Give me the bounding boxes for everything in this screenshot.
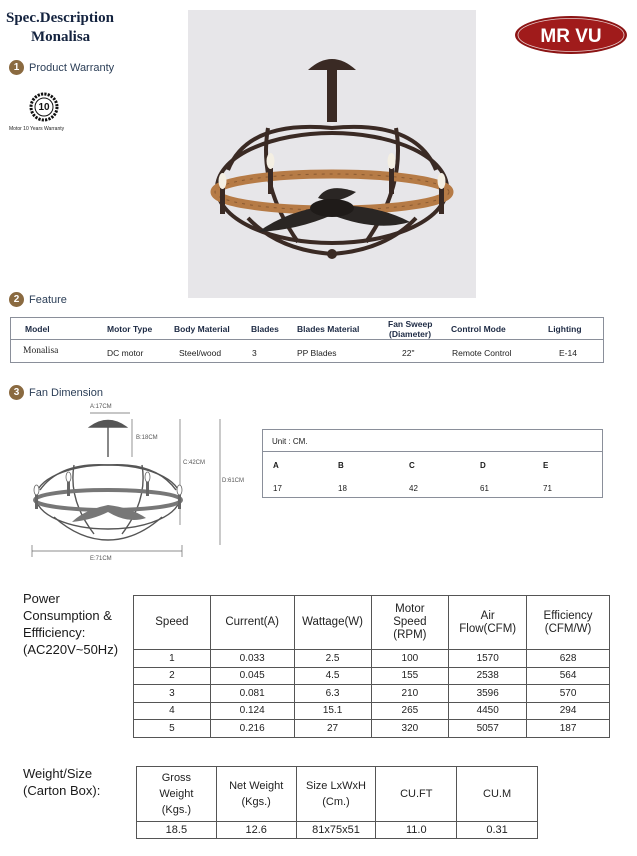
unit-header: C: [409, 461, 415, 470]
weight-header: Gross Weight (Kgs.): [137, 767, 217, 822]
unit-header: A: [273, 461, 279, 470]
table-cell: 4.5: [294, 667, 371, 685]
weight-header: Size LxWxH (Cm.): [296, 767, 376, 822]
table-cell: 2538: [449, 667, 527, 685]
feature-value: DC motor: [107, 348, 144, 358]
table-cell: 0.033: [210, 650, 294, 668]
table-cell: 12.6: [216, 822, 296, 839]
feature-value: PP Blades: [297, 348, 337, 358]
model-title: Monalisa: [31, 29, 91, 45]
table-cell: 187: [527, 720, 610, 738]
logo-text: MR VU: [540, 26, 602, 47]
power-header: Motor Speed (RPM): [371, 596, 449, 650]
table-cell: 15.1: [294, 702, 371, 720]
table-row: [134, 685, 610, 703]
warranty-caption: Motor 10 Years Warranty: [9, 126, 65, 132]
table-row: [134, 667, 610, 685]
feature-value: 3: [252, 348, 257, 358]
section-number: 2: [9, 292, 24, 307]
table-cell: 0.31: [457, 822, 538, 839]
table-cell: 5057: [449, 720, 527, 738]
table-cell: 6.3: [294, 685, 371, 703]
unit-header: E: [543, 461, 549, 470]
feature-header: (Diameter): [389, 329, 432, 339]
table-row: [137, 822, 538, 839]
table-cell: 0.081: [210, 685, 294, 703]
table-row: [134, 720, 610, 738]
section-label: Feature: [29, 293, 67, 306]
feature-header: Blades Material: [297, 324, 360, 334]
section-label: Fan Dimension: [29, 386, 103, 399]
power-header: Efficiency (CFM/W): [527, 596, 610, 650]
section-label: Product Warranty: [29, 61, 115, 74]
table-cell: 155: [371, 667, 449, 685]
weight-header-row: [137, 767, 538, 822]
power-header: Wattage(W): [294, 596, 371, 650]
table-cell: 294: [527, 702, 610, 720]
section-warranty: [9, 60, 114, 75]
unit-value: 42: [409, 484, 418, 493]
power-title-line: Effficiency:: [23, 625, 86, 640]
table-cell: 570: [527, 685, 610, 703]
table-cell: 0.124: [210, 702, 294, 720]
section-number: 1: [9, 60, 24, 75]
table-cell: 100: [371, 650, 449, 668]
unit-value: 17: [273, 484, 282, 493]
table-cell: 1: [134, 650, 211, 668]
feature-table: [10, 317, 604, 363]
table-cell: 564: [527, 667, 610, 685]
feature-header: Blades: [251, 324, 279, 334]
table-cell: 5: [134, 720, 211, 738]
unit-header: D: [480, 461, 486, 470]
unit-value: 18: [338, 484, 347, 493]
weight-header: Net Weight (Kgs.): [216, 767, 296, 822]
weight-header: CU.M: [457, 767, 538, 822]
power-title: [23, 590, 118, 658]
dim-label-c: C:42CM: [183, 460, 206, 466]
feature-value: E-14: [559, 348, 577, 358]
feature-value: Steel/wood: [179, 348, 222, 358]
power-table: [133, 595, 610, 738]
warranty-badge-number: 10: [38, 102, 50, 113]
table-cell: 628: [527, 650, 610, 668]
table-cell: 210: [371, 685, 449, 703]
dim-label-e: E:71CM: [90, 556, 112, 562]
table-cell: 18.5: [137, 822, 217, 839]
table-cell: 4: [134, 702, 211, 720]
section-feature: [9, 292, 67, 307]
table-cell: 3: [134, 685, 211, 703]
table-cell: 0.216: [210, 720, 294, 738]
feature-header: Lighting: [548, 324, 582, 334]
weight-title-line: (Carton Box):: [23, 783, 101, 798]
table-cell: 4450: [449, 702, 527, 720]
table-cell: 0.045: [210, 667, 294, 685]
power-header: Air Flow(CFM): [449, 596, 527, 650]
unit-header: B: [338, 461, 344, 470]
dimension-unit-table: [262, 429, 603, 498]
table-cell: 320: [371, 720, 449, 738]
power-header: Current(A): [210, 596, 294, 650]
table-cell: 2: [134, 667, 211, 685]
feature-header: Fan Sweep: [388, 319, 433, 329]
table-row: [134, 702, 610, 720]
unit-label: Unit : CM.: [272, 437, 308, 446]
table-cell: 11.0: [376, 822, 457, 839]
feature-header: Body Material: [174, 324, 230, 334]
dim-label-d: D:61CM: [222, 478, 245, 484]
weight-header: CU.FT: [376, 767, 457, 822]
section-dimension: [9, 385, 103, 400]
weight-title-line: Weight/Size: [23, 766, 93, 781]
weight-table: [136, 766, 538, 839]
table-cell: 3596: [449, 685, 527, 703]
table-cell: 27: [294, 720, 371, 738]
feature-value: Remote Control: [452, 348, 512, 358]
dim-label-b: B:18CM: [136, 435, 158, 441]
section-number: 3: [9, 385, 24, 400]
feature-header: Model: [25, 324, 50, 334]
spec-title: Spec.Description: [6, 10, 114, 26]
feature-header: Motor Type: [107, 324, 153, 334]
power-title-line: Power: [23, 591, 60, 606]
weight-title: [23, 765, 100, 799]
unit-value: 61: [480, 484, 489, 493]
power-title-line: (AC220V~50Hz): [23, 642, 119, 657]
table-cell: 265: [371, 702, 449, 720]
feature-header: Control Mode: [451, 324, 506, 334]
table-cell: 2.5: [294, 650, 371, 668]
brand-logo: [514, 15, 628, 55]
table-cell: 81x75x51: [296, 822, 376, 839]
unit-header-row: [263, 430, 602, 452]
power-title-line: Consumption &: [23, 608, 112, 623]
unit-value: 71: [543, 484, 552, 493]
product-photo: [188, 10, 476, 298]
feature-value: 22": [402, 348, 415, 358]
dim-label-a: A:17CM: [90, 404, 112, 410]
power-header-row: [134, 596, 610, 650]
table-cell: 1570: [449, 650, 527, 668]
power-header: Speed: [134, 596, 211, 650]
feature-value: Monalisa: [23, 346, 59, 356]
table-row: [134, 650, 610, 668]
